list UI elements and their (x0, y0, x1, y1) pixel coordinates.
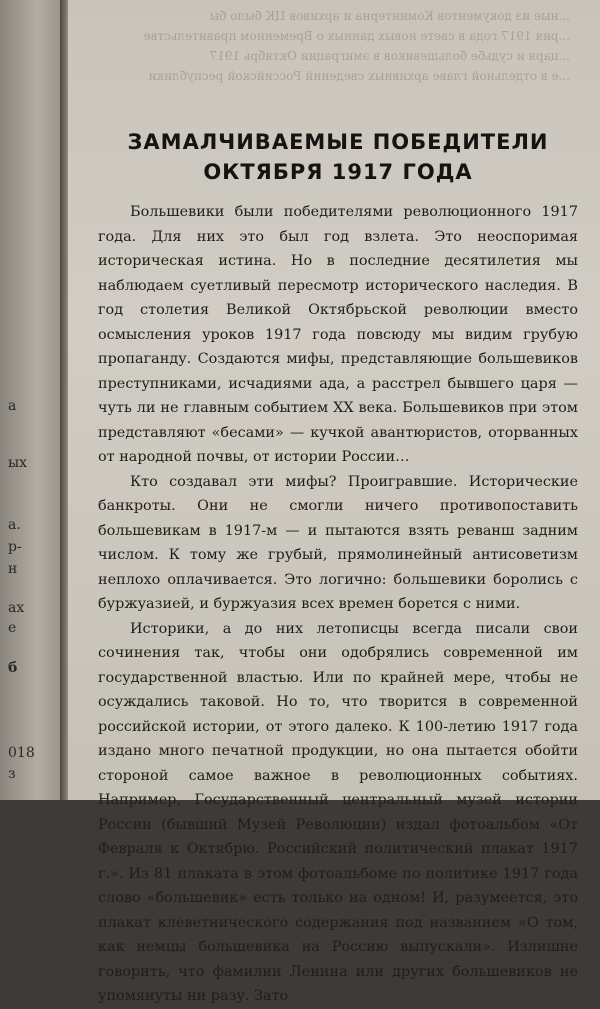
paragraph: Большевики были победителями революционного 1917 года. Для них это был год взлета. Это неоспоримая историческая истина. Но в последние десятилетия мы наблюдаем суетливый пересмотр исторического наследия. В год столетия Великой Октябрьской революции вместо осмысления уроков 1917 года повсюду мы видим грубую пропаганду. Создаются мифы, представляющие большевиков преступниками, исчадиями ада, а расстрел бывшего царя — чуть ли не главным событием XX века. Большевиков при этом представляют «бесами» — кучкой авантюристов, оторванных от народной почвы, от истории России… (98, 204, 578, 465)
chapter-title-line-1: ЗАМАЛЧИВАЕМЫЕ ПОБЕДИТЕЛИ (127, 130, 549, 154)
facing-page-fragment: р- (8, 539, 22, 555)
facing-page-fragment: б (8, 660, 18, 676)
bleed-line: ...царя и судьбе большевиков в эмиграции Октябрь 1917 (209, 49, 570, 63)
chapter-title-line-2: ОКТЯБРЯ 1917 ГОДА (203, 160, 473, 184)
chapter-body (98, 200, 578, 1009)
facing-page-fragment: а. (8, 517, 21, 533)
book-page (68, 0, 600, 1004)
facing-page-fragment: н (8, 561, 18, 577)
paragraph: Историки, а до них летописцы всегда писали свои сочинения так, чтобы они одобрялись современной им государственной властью. Или по крайней мере, чтобы не осуждались таковой. Но то, что творится в современной российской истории, от этого далеко. К 100-летию 1917 года издано много печатной продукции, но она пытается обойти стороной самое важное в революционных событиях. Например, Государственный центральный музей истории России (бывший Музей Революции) издал фотоальбом «От Февраля к Октябрю. Российский политический плакат 1917 г.». Из 81 плаката в этом фотоальбоме по политике 1917 года слово «большевик» есть только на одном! И, разумеется, это плакат клеветнического содержания под названием «О том, как немцы большевика на Россию выпускали». Излишне говорить, что фамилии Ленина или других большевиков не упомянуты ни разу. Зато (98, 620, 578, 1004)
bleed-line: ...ные из документов Коминтерна и архивов ЦК было бы (209, 9, 570, 23)
facing-page-fragment: ах (8, 600, 25, 616)
facing-page-fragment: з (8, 766, 16, 782)
bleed-through-text (68, 0, 600, 110)
facing-page-fragment: ых (8, 455, 28, 471)
facing-page-fragment: а (8, 398, 17, 414)
facing-page-fragment: 018 (8, 745, 35, 761)
bleed-line: ...е в отдельной главе архивных сведений Российской республики (148, 69, 570, 83)
facing-page-fragment: е (8, 620, 17, 636)
paragraph: Кто создавал эти мифы? Проигравшие. Исторические банкроты. Они не смогли ничего противопоставить большевикам в 1917-м — и пытаются взять реванш задним числом. К тому же грубый, прямолинейный антисоветизм неплохо оплачивается. Это логично: большевики боролись с буржуазией, и буржуазия всех времен борется с ними. (98, 473, 578, 612)
facing-page-edge (0, 0, 62, 800)
bleed-line: ...рия 1917 года в свете новых данных о Временном правительстве (143, 29, 570, 43)
